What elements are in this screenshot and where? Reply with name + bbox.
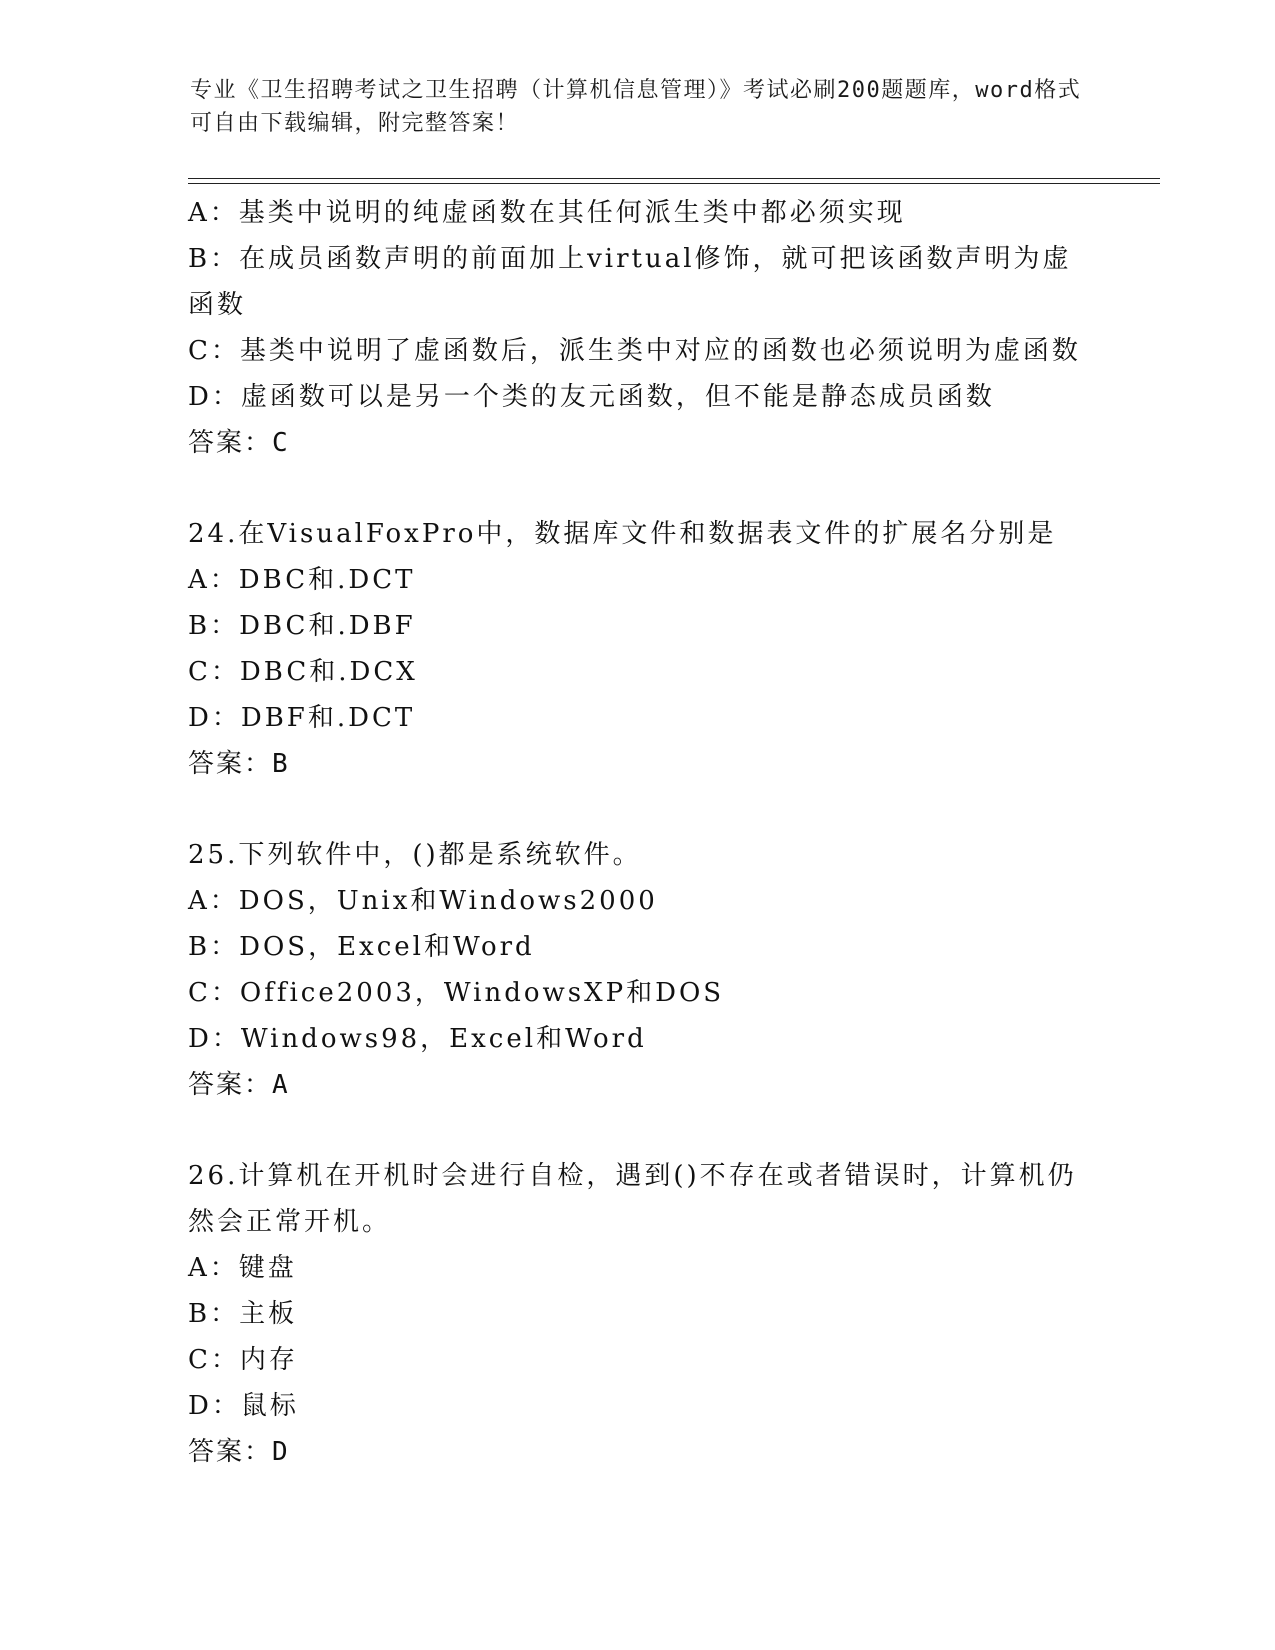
option-label: D： (188, 1391, 241, 1421)
question-text: 25.下列软件中，()都是系统软件。 (188, 840, 642, 870)
option-d (188, 695, 1088, 741)
option-label: B： (188, 611, 240, 641)
option-a (188, 878, 1088, 924)
option-text: DBC和.DCX (239, 657, 418, 687)
option-label: C： (188, 978, 240, 1008)
option-a (188, 190, 1088, 236)
option-text: Office2003，WindowsXP和DOS (239, 978, 725, 1008)
option-label: B： (188, 244, 240, 274)
option-label: C： (188, 1345, 240, 1375)
option-text: DBC和.DBF (239, 611, 416, 641)
option-b (188, 924, 1088, 970)
option-text: 键盘 (238, 1253, 297, 1283)
option-b (188, 236, 1088, 328)
question-block-24 (188, 511, 1088, 787)
option-text: 鼠标 (240, 1391, 299, 1421)
option-a (188, 557, 1088, 603)
question-list (188, 190, 1088, 1475)
option-text: DOS，Excel和Word (239, 932, 535, 962)
question-block-25 (188, 832, 1088, 1108)
option-label: A： (188, 198, 239, 228)
option-label: D： (188, 382, 241, 412)
option-label: B： (188, 1299, 240, 1329)
header-divider-top (188, 178, 1160, 179)
option-label: A： (188, 565, 239, 595)
option-label: C： (188, 336, 240, 366)
option-label: C： (188, 657, 240, 687)
answer-line: 答案：C (188, 428, 290, 458)
document-header: 专业《卫生招聘考试之卫生招聘（计算机信息管理）》考试必刷200题题库，word格式可自由下载编辑，附完整答案！ (190, 78, 1082, 136)
answer-line: 答案：D (188, 1437, 290, 1467)
question-block-23 (188, 190, 1088, 466)
option-d (188, 1016, 1088, 1062)
option-text: DBC和.DCT (238, 565, 416, 595)
answer-line: 答案：B (188, 749, 290, 779)
option-c (188, 1337, 1088, 1383)
option-c (188, 328, 1088, 374)
option-text: 基类中说明的纯虚函数在其任何派生类中都必须实现 (238, 198, 906, 228)
option-b (188, 603, 1088, 649)
option-text: 主板 (239, 1299, 298, 1329)
option-text: DOS，Unix和Windows2000 (238, 886, 658, 916)
option-text: 在成员函数声明的前面加上virtual修饰，就可把该函数声明为虚函数 (188, 244, 1072, 320)
option-label: D： (188, 1024, 241, 1054)
option-label: B： (188, 932, 240, 962)
option-text: 内存 (239, 1345, 298, 1375)
option-label: A： (188, 1253, 239, 1283)
option-text: DBF和.DCT (240, 703, 416, 733)
option-a (188, 1245, 1088, 1291)
option-d (188, 1383, 1088, 1429)
option-label: A： (188, 886, 239, 916)
question-text: 26.计算机在开机时会进行自检，遇到()不存在或者错误时，计算机仍然会正常开机。 (188, 1161, 1077, 1237)
option-text: 虚函数可以是另一个类的友元函数，但不能是静态成员函数 (240, 382, 995, 412)
option-label: D： (188, 703, 241, 733)
option-text: 基类中说明了虚函数后，派生类中对应的函数也必须说明为虚函数 (239, 336, 1081, 366)
option-c (188, 970, 1088, 1016)
question-block-26 (188, 1153, 1088, 1475)
option-b (188, 1291, 1088, 1337)
answer-line: 答案：A (188, 1070, 290, 1100)
option-d (188, 374, 1088, 420)
header-divider-bottom (188, 183, 1160, 184)
option-c (188, 649, 1088, 695)
option-text: Windows98，Excel和Word (240, 1024, 647, 1054)
question-text: 24.在VisualFoxPro中，数据库文件和数据表文件的扩展名分别是 (188, 519, 1057, 549)
